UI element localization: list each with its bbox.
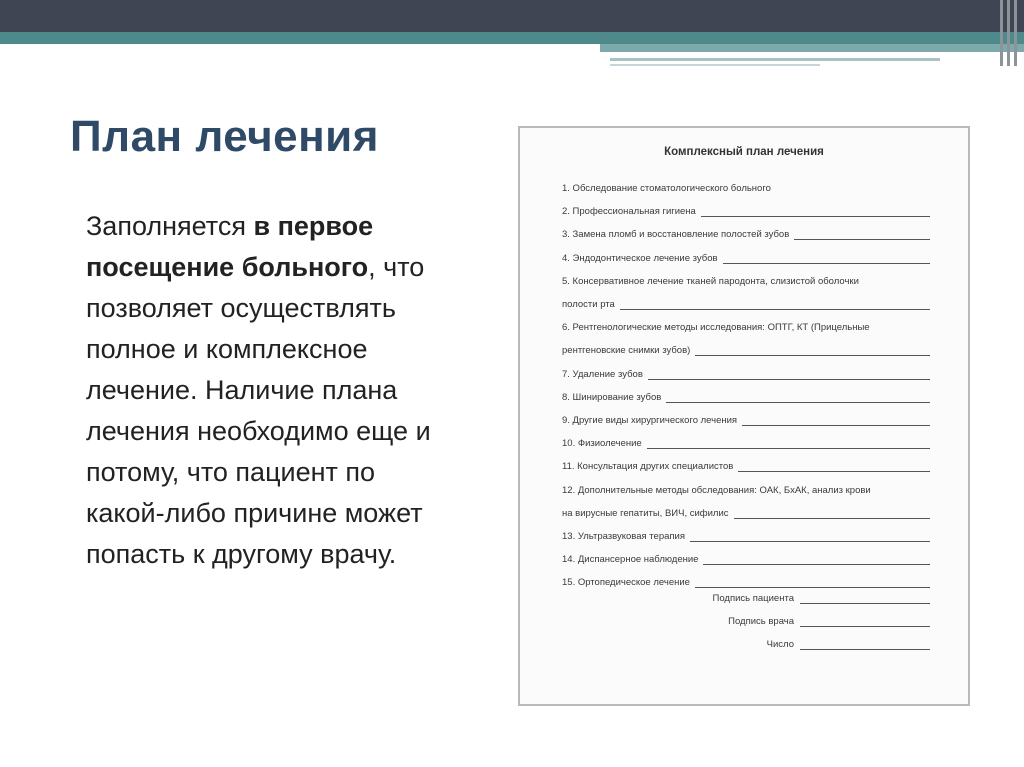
form-item-label: 4. Эндодонтическое лечение зубов bbox=[562, 252, 718, 264]
form-item bbox=[562, 250, 930, 264]
form-item bbox=[562, 342, 930, 356]
body-paragraph bbox=[86, 206, 446, 575]
form-title: Комплексный план лечения bbox=[664, 146, 824, 158]
form-item bbox=[562, 458, 930, 472]
header-accent-line-short bbox=[610, 64, 820, 66]
form-item bbox=[562, 203, 930, 217]
form-signature-line bbox=[700, 590, 930, 604]
form-item-label: на вирусные гепатиты, ВИЧ, сифилис bbox=[562, 507, 729, 519]
form-item-label: 2. Профессиональная гигиена bbox=[562, 206, 696, 218]
header-accent-line bbox=[610, 58, 940, 61]
form-item bbox=[562, 366, 930, 380]
slide-title: План лечения bbox=[70, 112, 379, 161]
form-item-blank-line bbox=[620, 299, 930, 310]
form-item bbox=[562, 482, 930, 496]
form-signature-blank-line bbox=[800, 593, 930, 604]
form-item-label: полости рта bbox=[562, 299, 615, 310]
form-item-blank-line bbox=[695, 345, 930, 356]
form-item-label: 11. Консультация других специалистов bbox=[562, 461, 734, 473]
header-bar bbox=[0, 0, 1024, 32]
form-item bbox=[562, 551, 930, 565]
form-item-blank-line bbox=[742, 415, 930, 426]
form-item-blank-line bbox=[690, 531, 930, 542]
slide-body-text bbox=[86, 206, 446, 575]
form-item bbox=[562, 273, 930, 287]
form-item-label: 12. Дополнительные методы обследования: ОАК, БхАК, анализ крови bbox=[562, 484, 871, 496]
form-item bbox=[562, 412, 930, 426]
form-item-label: 6. Рентгенологические методы исследования: ОПТГ, КТ (Прицельные bbox=[562, 322, 870, 334]
form-item bbox=[562, 180, 930, 194]
form-item-label: 14. Диспансерное наблюдение bbox=[562, 554, 699, 566]
form-item bbox=[562, 435, 930, 449]
form-item bbox=[562, 505, 930, 519]
body-text-rest: , что позволяет осуществлять полное и комплексное лечение. Наличие плана лечения необходимо еще и потому, что пациент по какой-либо причине может попасть к другому врачу. bbox=[86, 252, 431, 569]
form-item-blank-line bbox=[701, 206, 930, 217]
form-signature-label: Подпись врача bbox=[728, 616, 794, 627]
form-item-blank-line bbox=[794, 229, 930, 240]
body-text-emphasis: в первое посещение больного bbox=[86, 211, 374, 282]
form-item bbox=[562, 296, 930, 310]
form-item bbox=[562, 528, 930, 542]
form-signature-line bbox=[700, 636, 930, 650]
form-item-label: 3. Замена пломб и восстановление полостей зубов bbox=[562, 229, 790, 241]
form-item bbox=[562, 226, 930, 240]
form-item-label: 9. Другие виды хирургического лечения bbox=[562, 415, 738, 426]
form-signature-blank-line bbox=[800, 639, 930, 650]
form-signature-label: Подпись пациента bbox=[712, 593, 794, 604]
form-item-label: 7. Удаление зубов bbox=[562, 368, 643, 380]
form-item-blank-line bbox=[647, 438, 930, 449]
form-item-label: 10. Физиолечение bbox=[562, 438, 642, 450]
form-signature-blank-line bbox=[800, 616, 930, 627]
form-signature-label: Число bbox=[766, 639, 794, 650]
form-item bbox=[562, 319, 930, 333]
header-accent-bar-secondary bbox=[600, 44, 1024, 52]
form-item bbox=[562, 574, 930, 588]
form-signature-line bbox=[700, 613, 930, 627]
form-item-blank-line bbox=[703, 554, 930, 565]
form-item-blank-line bbox=[648, 369, 930, 380]
form-item-blank-line bbox=[723, 253, 930, 264]
header-edge-stripes bbox=[998, 0, 1024, 66]
form-item-label: 1. Обследование стоматологического больного bbox=[562, 183, 771, 194]
body-text-intro: Заполняется bbox=[86, 211, 254, 241]
form-item-label: 13. Ультразвуковая терапия bbox=[562, 531, 685, 542]
treatment-plan-form-image bbox=[518, 126, 970, 706]
form-item-blank-line bbox=[666, 392, 930, 403]
form-item-label: 8. Шинирование зубов bbox=[562, 391, 662, 403]
form-item-blank-line bbox=[695, 577, 930, 588]
header-accent-bar bbox=[0, 32, 1024, 44]
form-item-label: 15. Ортопедическое лечение bbox=[562, 577, 690, 589]
form-item bbox=[562, 389, 930, 403]
form-item-blank-line bbox=[738, 461, 930, 472]
form-item-blank-line bbox=[734, 508, 930, 519]
form-item-label: рентгеновские снимки зубов) bbox=[562, 345, 691, 357]
form-item-label: 5. Консервативное лечение тканей пародонта, слизистой оболочки bbox=[562, 275, 859, 287]
